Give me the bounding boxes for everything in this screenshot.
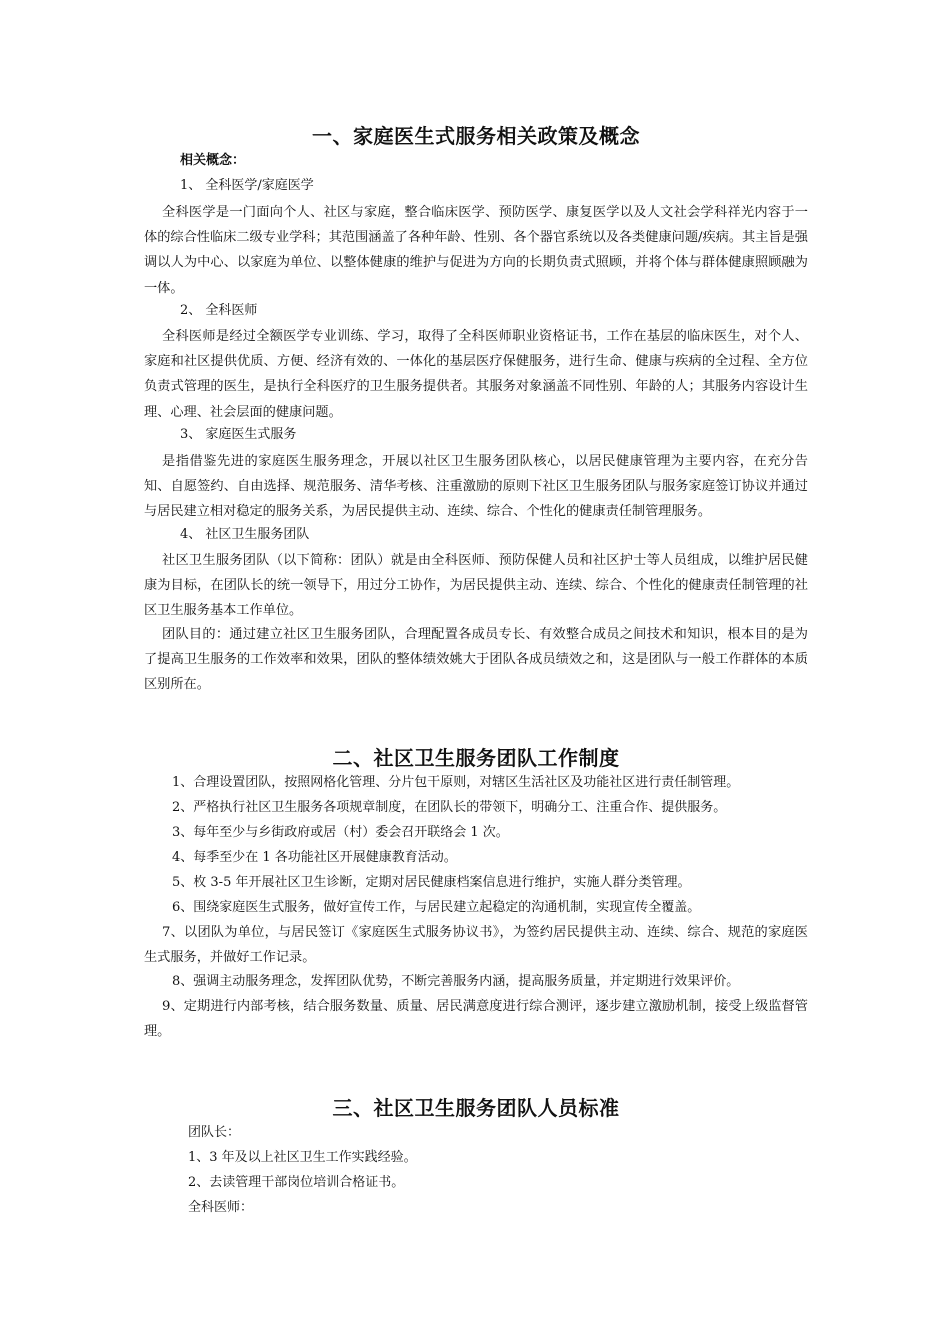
concept-heading-4: 4、 社区卫生服务团队	[180, 527, 310, 542]
team-purpose: 团队目的：通过建立社区卫生服务团队，合理配置各成员专长、有效整合成员之间技术和知识，根本目的是为了提高卫生服务的工作效率和效果，团队的整体绩效姚大于团队各成员绩效之和，这是团队与一般工作群体的本质区别所在。	[144, 627, 808, 693]
rule-1: 1、合理设置团队，按照网格化管理、分片包干原则，对辖区生活社区及功能社区进行责任制管理。	[172, 775, 740, 790]
rule-4: 4、每季至少在 1 各功能社区开展健康教育活动。	[172, 850, 457, 865]
concept-text-1: 全科医学是一门面向个人、社区与家庭，整合临床医学、预防医学、康复医学以及人文社会学科祥光内容于一体的综合性临床二级专业学科；其范围涵盖了各种年龄、性别、各个器官系统以及各类健康问题/疾病。其主旨是强调以人为中心、以家庭为单位、以整体健康的维护与促进为方向的长期负责式照顾，并将个体与群体健康照顾融为一体。	[144, 205, 808, 296]
concept-heading-3: 3、 家庭医生式服务	[180, 427, 297, 442]
section2-title: 二、社区卫生服务团队工作制度	[332, 746, 620, 770]
concepts-label: 相关概念：	[180, 153, 246, 168]
rule-3: 3、每年至少与乡街政府或居（村）委会召开联络会 1 次。	[172, 825, 509, 840]
rule-2: 2、严格执行社区卫生服务各项规章制度，在团队长的带领下，明确分工、注重合作、提供服务。	[172, 800, 727, 815]
leader-label: 团队长：	[188, 1125, 241, 1140]
rule-5: 5、枚 3-5 年开展社区卫生诊断，定期对居民健康档案信息进行维护，实施人群分类管理。	[172, 875, 691, 890]
concept-heading-2: 2、 全科医师	[180, 303, 258, 318]
concept-text-4: 社区卫生服务团队（以下简称：团队）就是由全科医师、预防保健人员和社区护士等人员组成，以维护居民健康为目标，在团队长的统一领导下，用过分工协作，为居民提供主动、连续、综合、个性化的健康责任制管理的社区卫生服务基本工作单位。	[144, 553, 808, 619]
rule-9: 9、定期进行内部考核，结合服务数量、质量、居民满意度进行综合测评，逐步建立激励机制，接受上级监督管理。	[144, 999, 808, 1040]
leader-item-2: 2、去读管理干部岗位培训合格证书。	[188, 1175, 405, 1190]
doctor-label: 全科医师：	[188, 1200, 254, 1215]
rule-6: 6、围绕家庭医生式服务，做好宣传工作，与居民建立起稳定的沟通机制，实现宣传全覆盖。	[172, 900, 701, 915]
concept-text-2: 全科医师是经过全额医学专业训练、学习，取得了全科医师职业资格证书，工作在基层的临床医生，对个人、家庭和社区提供优质、方便、经济有效的、一体化的基层医疗保健服务，进行生命、健康与疾病的全过程、全方位负责式管理的医生，是执行全科医疗的卫生服务提供者。其服务对象涵盖不同性别、年龄的人；其服务内容设计生理、心理、社会层面的健康问题。	[144, 329, 808, 420]
concept-text-3: 是指借鉴先进的家庭医生服务理念，开展以社区卫生服务团队核心，以居民健康管理为主要内容，在充分告知、自愿签约、自由选择、规范服务、清华考核、注重激励的原则下社区卫生服务团队与服务家庭签订协议并通过与居民建立相对稳定的服务关系，为居民提供主动、连续、综合、个性化的健康责任制管理服务。	[144, 454, 808, 520]
section3-title: 三、社区卫生服务团队人员标准	[332, 1096, 620, 1120]
rule-8: 8、强调主动服务理念，发挥团队优势，不断完善服务内涵，提高服务质量，并定期进行效果评价。	[172, 974, 740, 989]
section1-title: 一、家庭医生式服务相关政策及概念	[312, 124, 640, 148]
concept-heading-1: 1、 全科医学/家庭医学	[180, 178, 314, 193]
rule-7: 7、以团队为单位，与居民签订《家庭医生式服务协议书》，为签约居民提供主动、连续、综合、规范的家庭医生式服务，并做好工作记录。	[144, 925, 808, 966]
leader-item-1: 1、3 年及以上社区卫生工作实践经验。	[188, 1150, 417, 1165]
